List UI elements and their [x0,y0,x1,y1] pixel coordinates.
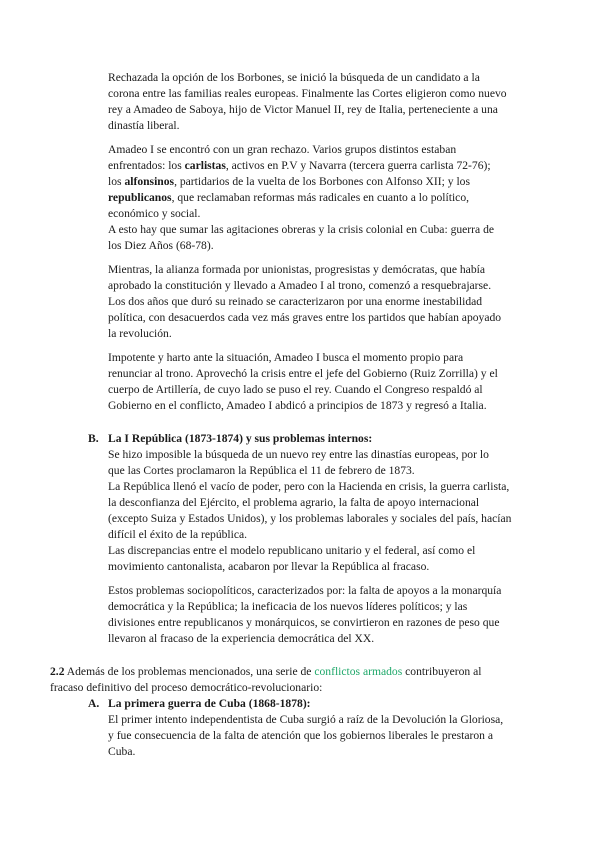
text-segment: enfrentados: los [108,159,185,172]
text-line [108,599,501,615]
text-segment: La República llenó el vacío de poder, pero con la Hacienda en crisis, la guerra carlista, [108,480,510,493]
text-line [108,744,503,760]
text-line [108,310,501,326]
heading-a: La primera guerra de Cuba (1868-1878): [108,697,311,710]
text-line [108,366,498,382]
text-segment: Las discrepancias entre el modelo republicano unitario y el federal, así como el [108,544,476,557]
text-segment: El primer intento independentista de Cuba surgió a raíz de la Devolución la Gloriosa, [108,713,504,726]
bold-term: alfonsinos [124,175,175,188]
text-line [108,102,507,118]
text-line [108,382,498,398]
text-segment: los Diez Años (68-78). [108,239,214,252]
text-line [108,294,501,310]
text-segment: la revolución. [108,327,172,340]
text-line [108,527,511,543]
bold-term: carlistas [184,159,226,172]
paragraph-cuba [108,712,503,760]
text-line [108,174,494,190]
bold-term: republicanos [108,191,172,204]
text-segment: económico y social. [108,207,201,220]
text-line [108,118,507,134]
text-segment: Rechazada la opción de los Borbones, se inició la búsqueda de un candidato a la [108,71,480,84]
text-segment: los [108,175,125,188]
text-line [108,238,494,254]
text-line [108,631,501,647]
text-segment: renunciar al trono. Aprovechó la crisis entre el jefe del Gobierno (Ruiz Zorrilla) y el [108,367,498,380]
text-segment: contribuyeron al [402,665,482,678]
paragraph-mientras [108,262,501,342]
heading-b: La I República (1873-1874) y sus problemas internos: [108,432,373,445]
text-line [108,559,511,575]
text-segment: que las Cortes proclamaron la República el 11 de febrero de 1873. [108,464,415,477]
text-segment: Los dos años que duró su reinado se caracterizaron por una enorme inestabilidad [108,295,483,308]
paragraph-estos [108,583,501,647]
text-segment: A esto hay que sumar las agitaciones obreras y la crisis colonial en Cuba: guerra de [108,223,495,236]
text-segment: corona entre las familias reales europeas. Finalmente las Cortes eligieron como nuevo [108,87,507,100]
text-segment: dinastía liberal. [108,119,180,132]
text-segment: cuerpo de Artillería, de cuyo lado se puso el rey. Cuando el Congreso respaldó al [108,383,483,396]
text-line [108,190,494,206]
text-line [108,206,494,222]
text-line [108,350,498,366]
text-line [108,278,501,294]
text-line [108,615,501,631]
text-line [108,712,503,728]
text-line [108,583,501,599]
text-segment: y fue consecuencia de la falta de atención que los gobiernos liberales le prestaron a [108,729,494,742]
text-line [108,479,511,495]
paragraph-2-2 [50,664,481,696]
text-line [108,728,503,744]
text-line [108,463,511,479]
highlighted-term: conflictos armados [314,665,403,678]
paragraph-amadeo [108,142,494,254]
text-segment: Amadeo I se encontró con un gran rechazo. Varios grupos distintos estaban [108,143,457,156]
paragraph-rechazada [108,70,507,134]
text-segment: aprobado la constitución y llevado a Amadeo I al trono, comenzó a resquebrajarse. [108,279,492,292]
text-segment: difícil el éxito de la república. [108,528,248,541]
text-line [50,664,481,680]
text-segment: , partidarios de la vuelta de los Borbones con Alfonso XII; y los [174,175,470,188]
text-segment: rey a Amadeo de Saboya, hijo de Victor Manuel II, rey de Italia, perteneciente a una [108,103,498,116]
text-line [108,262,501,278]
text-segment: divisiones entre republicanos y monárquicos, se convirtieron en razones de peso que [108,616,500,629]
paragraph-impotente [108,350,498,414]
text-segment: (excepto Suiza y Estados Unidos), y los problemas laborales y sociales del país, hacían [108,512,512,525]
text-line [108,511,511,527]
list-marker: B. [88,432,99,445]
text-line [108,70,507,86]
text-line [108,158,494,174]
text-segment: , activos en P.V y Navarra (tercera guerra carlista 72-76); [225,159,491,172]
text-segment: llevaron al fracaso de la experiencia democrática del XX. [108,632,375,645]
text-line [108,142,494,158]
text-segment: , que reclamaban reformas más radicales en cuanto a lo político, [171,191,470,204]
paragraph-republica [108,447,511,575]
text-line [108,222,494,238]
bold-term: 2.2 [50,665,65,678]
text-segment: la desconfianza del Ejército, el problema agrario, la falta de apoyo internacional [108,496,480,509]
text-segment: Mientras, la alianza formada por unionistas, progresistas y demócratas, que había [108,263,485,276]
text-line [108,495,511,511]
text-segment: Cuba. [108,745,136,758]
text-segment: movimiento cantonalista, acabaron por llevar la República al fracaso. [108,560,430,573]
text-line [108,86,507,102]
text-segment: fracaso definitivo del proceso democrático-revolucionario: [50,681,323,694]
text-segment: democrática y la República; la ineficacia de los nuevos líderes políticos; y las [108,600,468,613]
text-segment: Gobierno en el conflicto, Amadeo I abdicó a principios de 1873 y regresó a Italia. [108,399,487,412]
list-marker: A. [88,697,100,710]
text-segment: Impotente y harto ante la situación, Amadeo I busca el momento propio para [108,351,464,364]
text-segment: política, con desacuerdos cada vez más graves entre los partidos que habían apoyado [108,311,502,324]
text-line [108,326,501,342]
text-line [108,543,511,559]
text-line [108,398,498,414]
text-segment: Además de los problemas mencionados, una serie de [64,665,315,678]
text-segment: Estos problemas sociopolíticos, caracterizados por: la falta de apoyos a la monarquía [108,584,502,597]
text-line [50,680,481,696]
text-line [108,447,511,463]
text-segment: Se hizo imposible la búsqueda de un nuevo rey entre las dinastías europeas, por lo [108,448,489,461]
